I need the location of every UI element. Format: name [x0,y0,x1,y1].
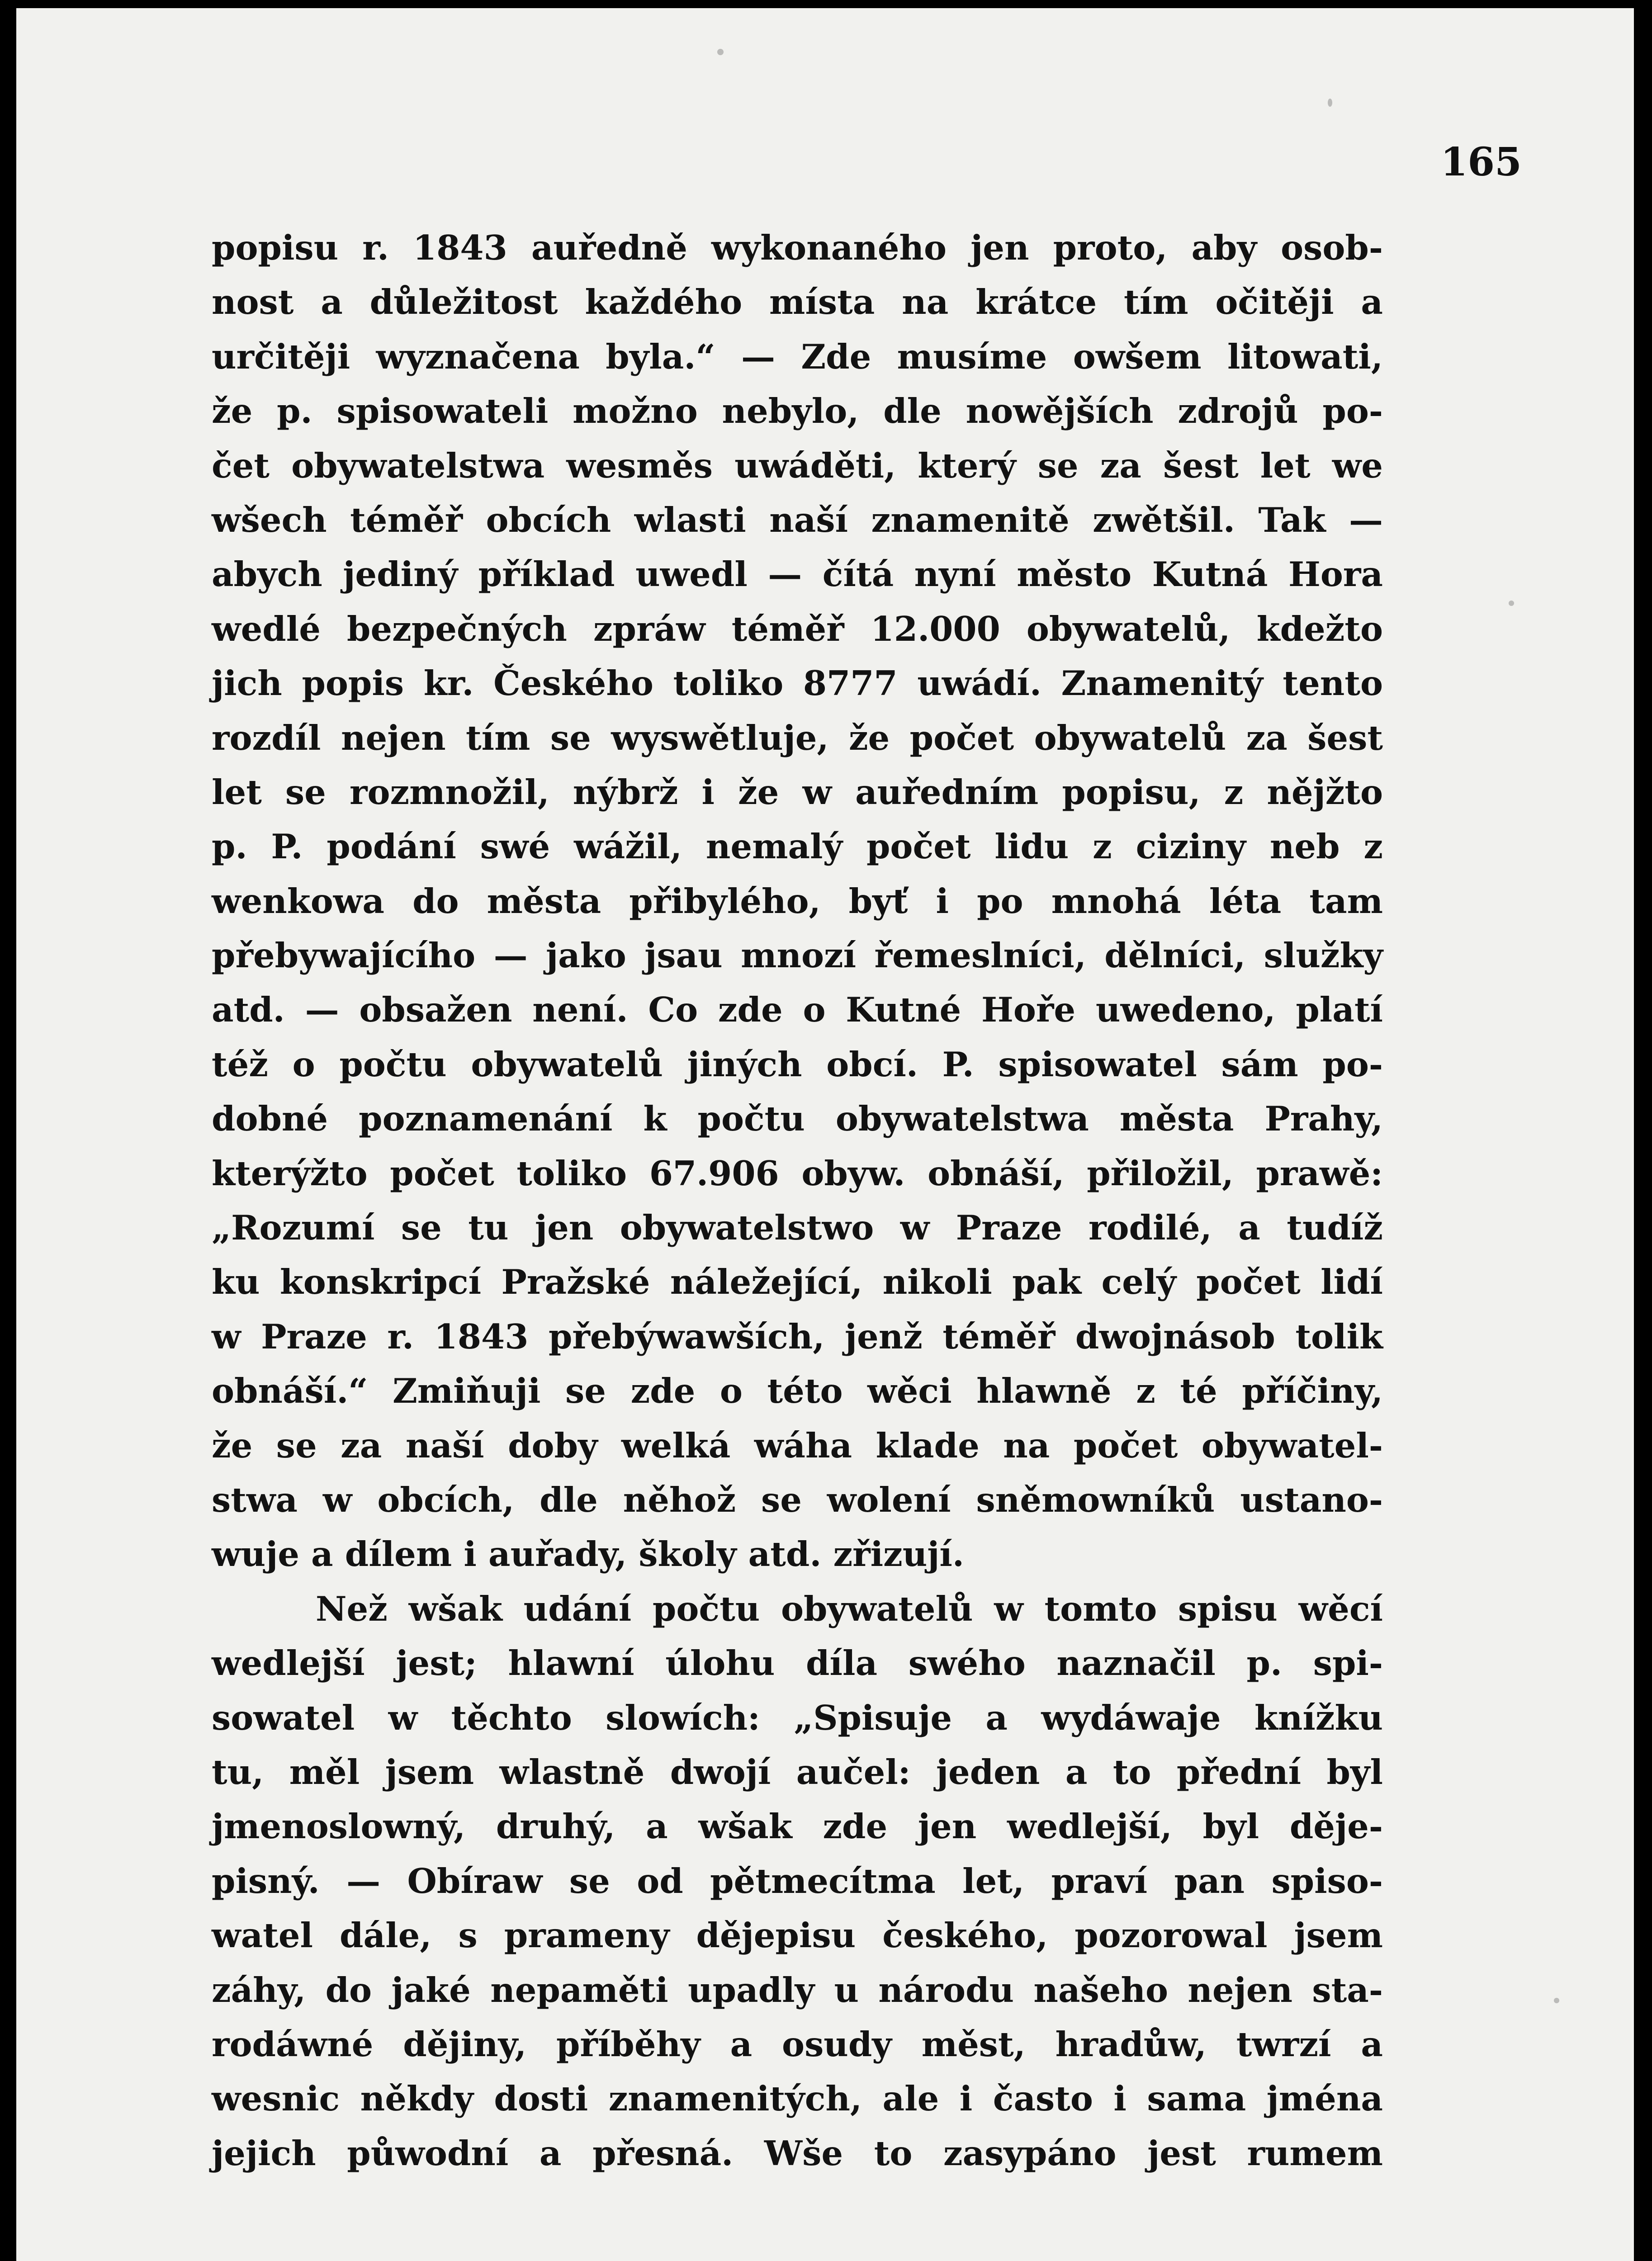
text-line: dobné poznamenání k počtu obywatelstwa města Prahy, [212,1099,1383,1139]
book-page [16,8,1634,2261]
text-line: wesnic někdy dosti znamenitých, ale i často i sama jména [212,2079,1383,2119]
paper-speck [717,49,724,55]
text-line: obnáší.“ Zmiňuji se zde o této wěci hlawně z té příčiny, [212,1371,1383,1411]
paper-speck [1328,99,1332,107]
text-line: popisu r. 1843 auředně wykonaného jen proto, aby osob- [212,228,1383,268]
text-line: přebywajícího — jako jsau mnozí řemeslníci, dělníci, služky [212,936,1383,976]
text-line: p. P. podání swé wážil, nemalý počet lidu z ciziny neb z [212,827,1383,867]
text-line: wedlé bezpečných zpráw téměř 12.000 obywatelů, kdežto [212,609,1383,649]
text-line: Než wšak udání počtu obywatelů w tomto spisu wěcí [316,1589,1383,1629]
text-line: jich popis kr. Českého toliko 8777 uwádí. Znamenitý tento [212,663,1383,704]
paper-speck [1554,1998,1559,2003]
paragraph-1 [212,221,1383,1582]
text-line: watel dále, s prameny dějepisu českého, pozorowal jsem [212,1916,1383,1956]
text-line: rodáwné dějiny, příběhy a osudy měst, hradůw, twrzí a [212,2024,1383,2064]
text-line: sowatel w těchto slowích: „Spisuje a wydáwaje knížku [212,1698,1383,1738]
text-line: též o počtu obywatelů jiných obcí. P. spisowatel sám po- [212,1044,1383,1084]
text-line: rozdíl nejen tím se wyswětluje, že počet obywatelů za šest [212,718,1383,758]
text-line: wuje a dílem i auřady, školy atd. zřizují. [212,1534,965,1575]
text-line: čet obywatelstwa wesměs uwáděti, který se za šest let we [212,445,1383,486]
text-line: jmenoslowný, druhý, a wšak zde jen wedlejší, byl děje- [212,1807,1383,1847]
text-line: wšech téměř obcích wlasti naší znamenitě zwětšil. Tak — [212,500,1383,540]
text-line: atd. — obsažen není. Co zde o Kutné Hoře uwedeno, platí [212,990,1383,1030]
text-line: určitěji wyznačena byla.“ — Zde musíme owšem litowati, [212,336,1383,377]
text-line: kterýžto počet toliko 67.906 obyw. obnáší, přiložil, prawě: [212,1153,1383,1193]
text-line: abych jediný příklad uwedl — čítá nyní město Kutná Hora [212,554,1383,595]
text-line: wenkowa do města přibylého, byť i po mnohá léta tam [212,881,1383,921]
text-line: w Praze r. 1843 přebýwawších, jenž téměř dwojnásob tolik [212,1316,1383,1357]
text-line: nost a důležitost každého místa na krátce tím očitěji a [212,282,1383,322]
text-line: jejich půwodní a přesná. Wše to zasypáno jest rumem [212,2133,1383,2173]
text-line: wedlejší jest; hlawní úlohu díla swého naznačil p. spi- [212,1643,1383,1684]
page-number: 165 [1440,139,1522,185]
text-line: ku konskripcí Pražské náležející, nikoli pak celý počet lidí [212,1262,1383,1302]
paper-speck [1509,601,1514,606]
text-line: záhy, do jaké nepaměti upadly u národu našeho nejen sta- [212,1970,1383,2010]
text-line: „Rozumí se tu jen obywatelstwo w Praze rodilé, a tudíž [212,1208,1383,1248]
text-line: tu, měl jsem wlastně dwojí aučel: jeden a to přední byl [212,1752,1383,1792]
text-line: že p. spisowateli možno nebylo, dle nowějších zdrojů po- [212,391,1383,431]
paragraph-2 [212,1582,1383,2181]
body-text [212,221,1383,2181]
text-line: že se za naší doby welká wáha klade na počet obywatel- [212,1425,1383,1466]
text-line: let se rozmnožil, nýbrž i že w auředním popisu, z nějžto [212,772,1383,812]
text-line: pisný. — Obíraw se od pětmecítma let, praví pan spiso- [212,1861,1383,1901]
text-line: stwa w obcích, dle něhož se wolení sněmowníků ustano- [212,1480,1383,1520]
